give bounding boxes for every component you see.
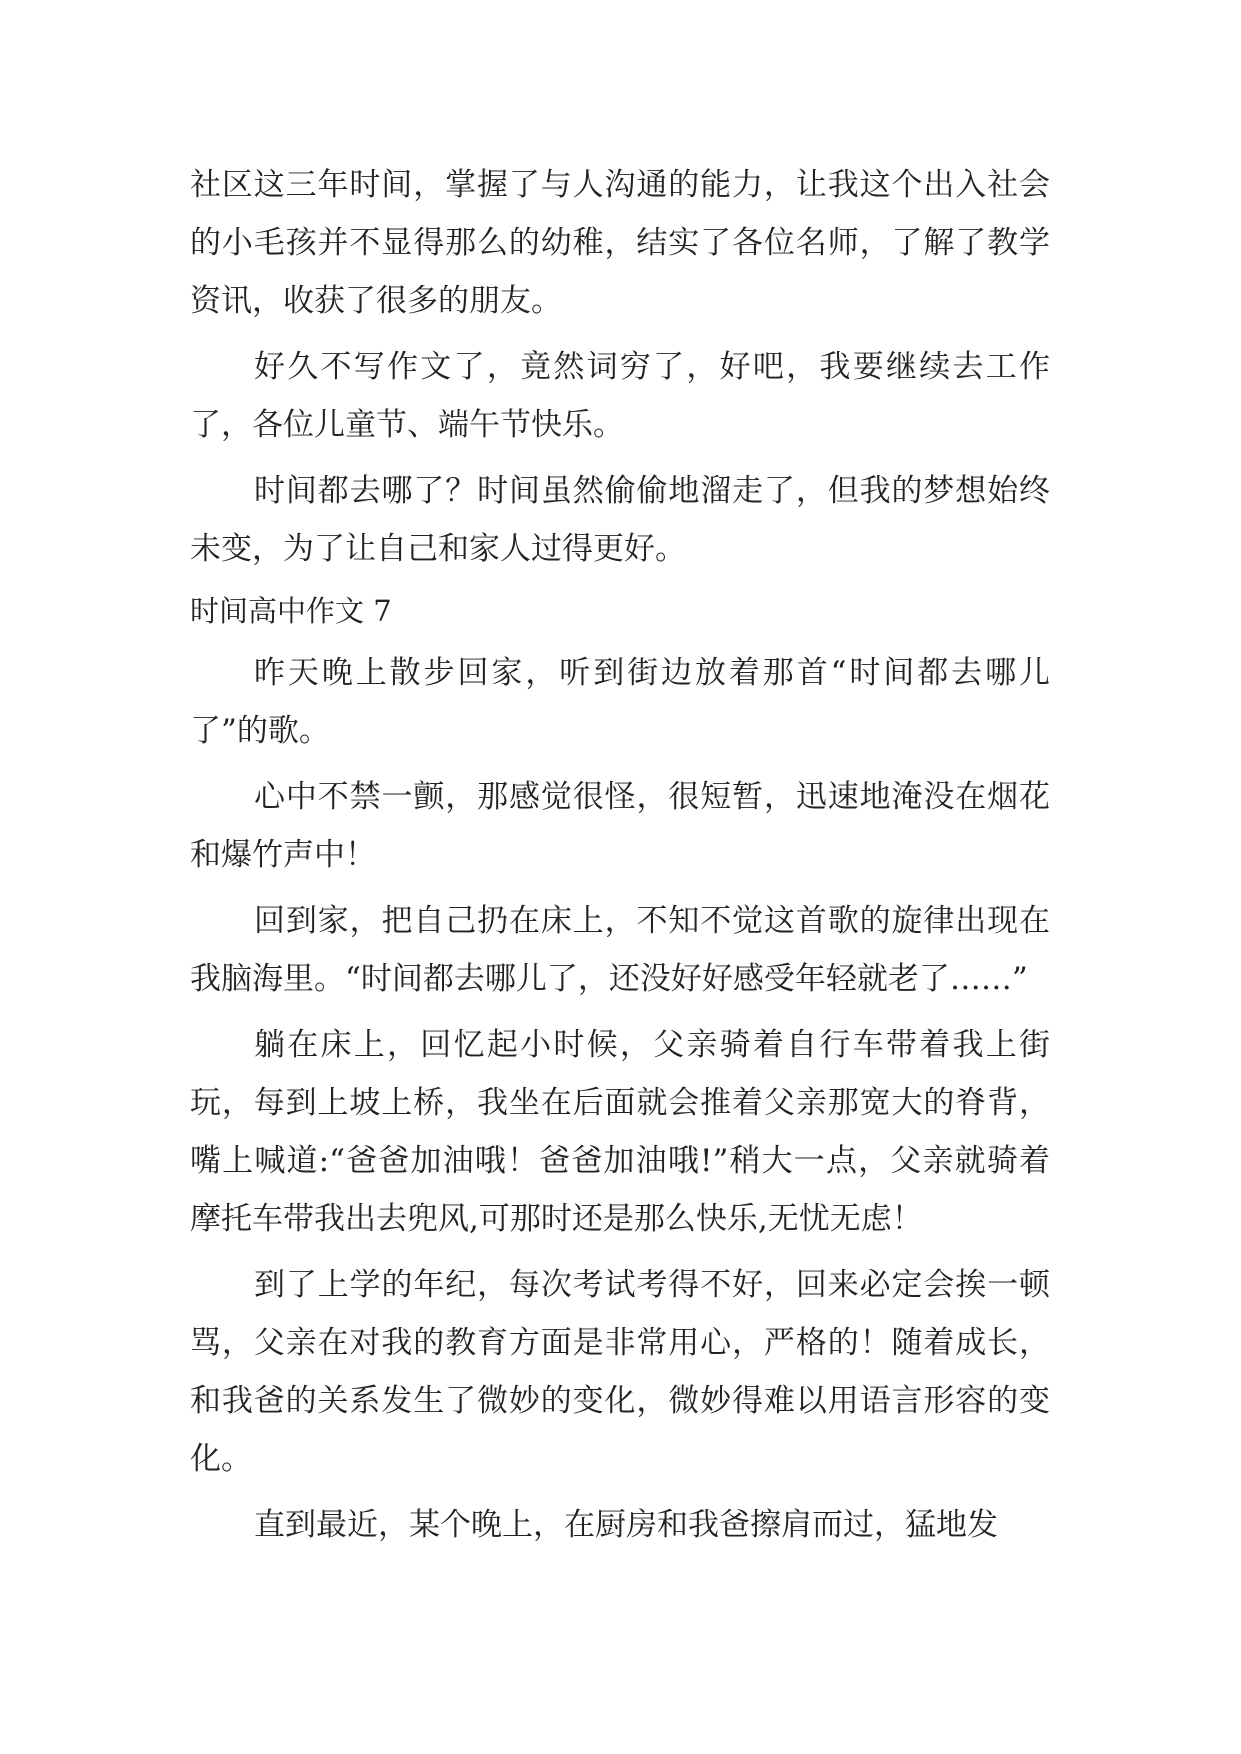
- paragraph: 时间都去哪了？时间虽然偷偷地溜走了，但我的梦想始终未变，为了让自己和家人过得更好。: [190, 473, 1050, 567]
- paragraph: 心中不禁一颤，那感觉很怪，很短暂，迅速地淹没在烟花和爆竹声中！: [190, 779, 1050, 873]
- paragraph: 直到最近，某个晚上，在厨房和我爸擦肩而过，猛地发: [254, 1507, 998, 1543]
- paragraph: 好久不写作文了，竟然词穷了，好吧，我要继续去工作了，各位儿童节、端午节快乐。: [190, 349, 1050, 443]
- section-heading: 时间高中作文 7: [190, 594, 392, 628]
- paragraph: 昨天晚上散步回家，听到街边放着那首“时间都去哪儿了”的歌。: [190, 655, 1050, 749]
- paragraph: 社区这三年时间，掌握了与人沟通的能力，让我这个出入社会的小毛孩并不显得那么的幼稚，结实了各位名师，了解了教学资讯，收获了很多的朋友。: [190, 167, 1050, 319]
- document-body: [190, 156, 1050, 1562]
- paragraph: 到了上学的年纪，每次考试考得不好，回来必定会挨一顿骂，父亲在对我的教育方面是非常用心，严格的！随着成长，和我爸的关系发生了微妙的变化，微妙得难以用语言形容的变化。: [190, 1267, 1050, 1477]
- paragraph: 回到家，把自己扔在床上，不知不觉这首歌的旋律出现在我脑海里。“时间都去哪儿了，还没好好感受年轻就老了……”: [190, 903, 1050, 997]
- paragraph: 躺在床上，回忆起小时候，父亲骑着自行车带着我上街玩，每到上坡上桥，我坐在后面就会推着父亲那宽大的脊背，嘴上喊道:“爸爸加油哦！爸爸加油哦!”稍大一点，父亲就骑着摩托车带我出去兜风,可那时还是那么快乐,无忧无虑！: [190, 1027, 1050, 1237]
